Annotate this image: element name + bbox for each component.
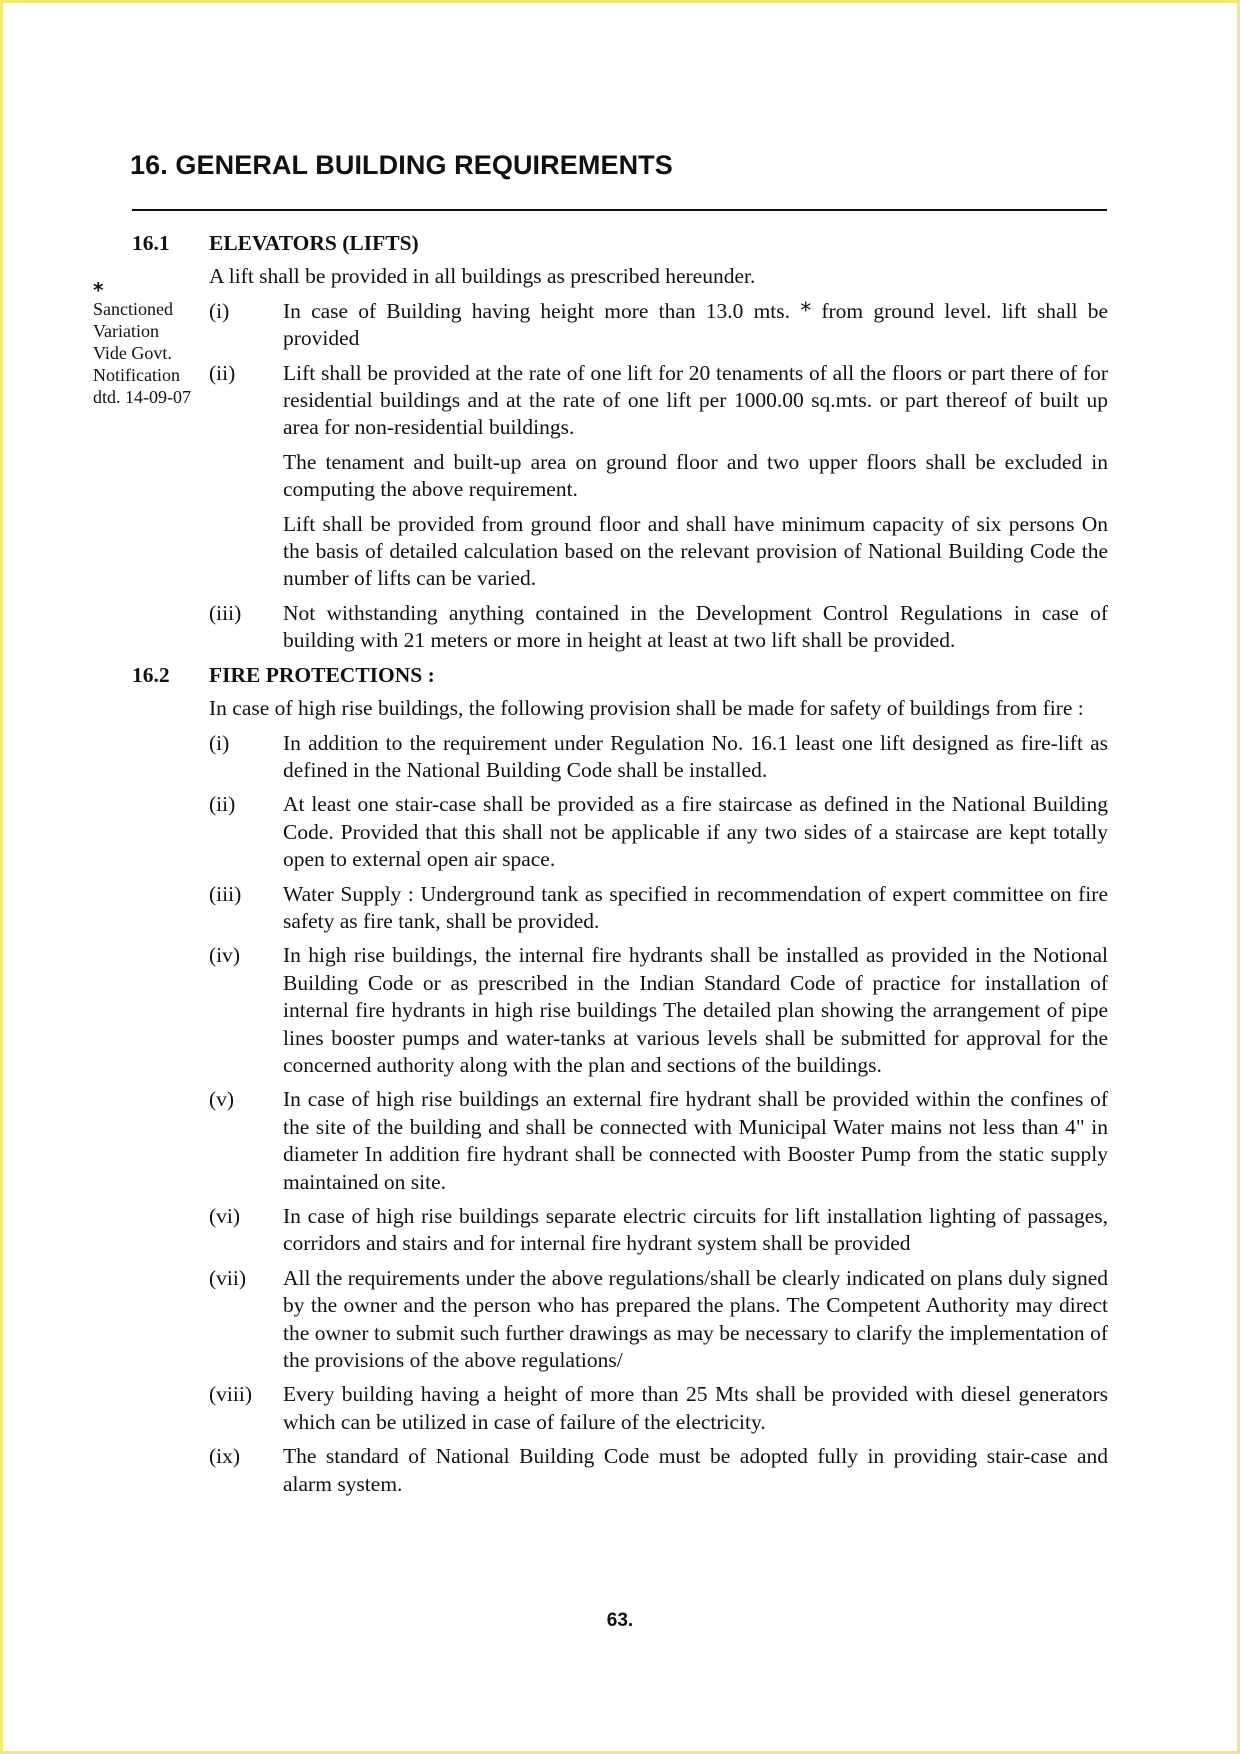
section-heading-16-1 <box>132 230 1240 257</box>
item-text: Water Supply : Underground tank as specified in recommendation of expert committee on fire safety as fire tank, shall be provided. <box>283 881 1108 933</box>
item-number: (ix) <box>209 1444 241 1469</box>
page-number: 63. <box>606 1610 634 1631</box>
item-text: In addition to the requirement under Regulation No. 16.1 least one lift designed as fire-lift as defined in the National Building Code shall be installed. <box>283 730 1108 782</box>
item-text: All the requirements under the above regulations/shall be clearly indicated on plans duly signed by the owner and the person who has prepared the plans. The Competent Authority may direct the owner to submit such further drawings as may be necessary to clarify the implementation of the provisions of the above regulations/ <box>283 1265 1108 1373</box>
item-number: (viii) <box>209 1382 252 1407</box>
document-body <box>0 230 1240 1505</box>
list-item <box>209 1265 1108 1375</box>
item-text: In high rise buildings, the internal fire hydrants shall be installed as provided in the Notional Building Code or as prescribed in the Indian Standard Code of practice for installation of internal fire hydrants in high rise buildings The detailed plan showing the arrangement of pipe lines booster pumps and water-tanks at various levels shall be submitted for approval for the concerned authority along with the plan and sections of the buildings. <box>283 943 1108 1077</box>
sidenote-line: Variation <box>93 321 159 341</box>
item-number: (vii) <box>209 1265 247 1290</box>
sidenote-line: Sanctioned <box>93 299 173 319</box>
item-number: (ii) <box>209 792 236 817</box>
list-item <box>209 881 1108 936</box>
list-item <box>209 791 1108 873</box>
sidenote-line: Notification <box>93 365 180 385</box>
list-item <box>209 1086 1108 1196</box>
sidenote-line: Vide Govt. <box>93 343 172 363</box>
list-item <box>209 360 1108 442</box>
section-intro: A lift shall be provided in all buildings as prescribed hereunder. <box>209 264 756 289</box>
item-number: (iv) <box>209 943 241 968</box>
item-number: (iii) <box>209 600 242 625</box>
title-rule <box>132 209 1107 211</box>
item-text: Not withstanding anything contained in the Development Control Regulations in case of building with 21 meters or more in height at least at two lift shall be provided. <box>283 600 1108 653</box>
section-title: ELEVATORS (LIFTS) <box>209 231 419 255</box>
list-item <box>209 1203 1108 1258</box>
item-text: Every building having a height of more than 25 Mts shall be provided with diesel generators which can be utilized in case of failure of the electricity. <box>283 1382 1108 1434</box>
sidenote-line: dtd. 14-09-07 <box>93 387 191 407</box>
section-number: 16.2 <box>132 662 170 687</box>
item-text: In case of high rise buildings separate electric circuits for lift installation lighting of passages, corridors and stairs and for internal fire hydrant system shall be provided <box>283 1204 1108 1256</box>
item-number: (vi) <box>209 1204 241 1228</box>
list-item <box>209 730 1108 785</box>
continuation-paragraph: Lift shall be provided from ground floor and shall have minimum capacity of six persons On the basis of detailed calculation based on the relevant provision of National Building Code the number of lifts can be varied. <box>283 511 1108 591</box>
item-text: At least one stair-case shall be provided as a fire staircase as defined in the National Building Code. Provided that this shall not be applicable if any two sides of a staircase are kept totally open to external open air space. <box>283 792 1108 872</box>
page-title: 16. GENERAL BUILDING REQUIREMENTS <box>130 150 673 180</box>
list-item <box>209 600 1108 655</box>
item-text: In case of high rise buildings an external fire hydrant shall be provided within the confines of the site of the building and shall be connected with Municipal Water mains not less than 4" in diameter In addition fire hydrant shall be connected with Booster Pump from the static supply maintained on site. <box>283 1087 1108 1194</box>
item-text-part: In case of Building having height more than 13.0 mts. <box>283 298 801 323</box>
item-number: (i) <box>209 298 230 323</box>
list-item <box>209 298 1108 353</box>
list-item <box>209 942 1108 1079</box>
variation-star: * <box>800 298 812 324</box>
item-text: The standard of National Building Code must be adopted fully in providing stair-case and alarm system. <box>283 1444 1108 1496</box>
section-number: 16.1 <box>132 231 170 255</box>
item-text <box>283 298 1108 353</box>
section-title: FIRE PROTECTIONS : <box>209 662 435 687</box>
section-heading-16-2 <box>132 662 1240 689</box>
item-text-part: from ground level. lift shall be provided <box>283 298 1109 351</box>
section-intro: In case of high rise buildings, the following provision shall be made for safety of buildings from fire : <box>209 696 1084 721</box>
list-item <box>209 1381 1108 1436</box>
item-number: (iii) <box>209 881 242 906</box>
list-item <box>209 1443 1108 1498</box>
sidenote-star: * <box>93 278 104 302</box>
continuation-paragraph: The tenament and built-up area on ground floor and two upper floors shall be excluded in computing the above requirement. <box>283 449 1108 502</box>
item-number: (i) <box>209 730 230 755</box>
item-number: (ii) <box>209 360 236 385</box>
item-number: (v) <box>209 1087 235 1112</box>
item-text: Lift shall be provided at the rate of one lift for 20 tenaments of all the floors or part there of for residential buildings and at the rate of one lift per 1000.00 sq.mts. or part thereof of built up area for non-residential buildings. <box>283 360 1108 440</box>
